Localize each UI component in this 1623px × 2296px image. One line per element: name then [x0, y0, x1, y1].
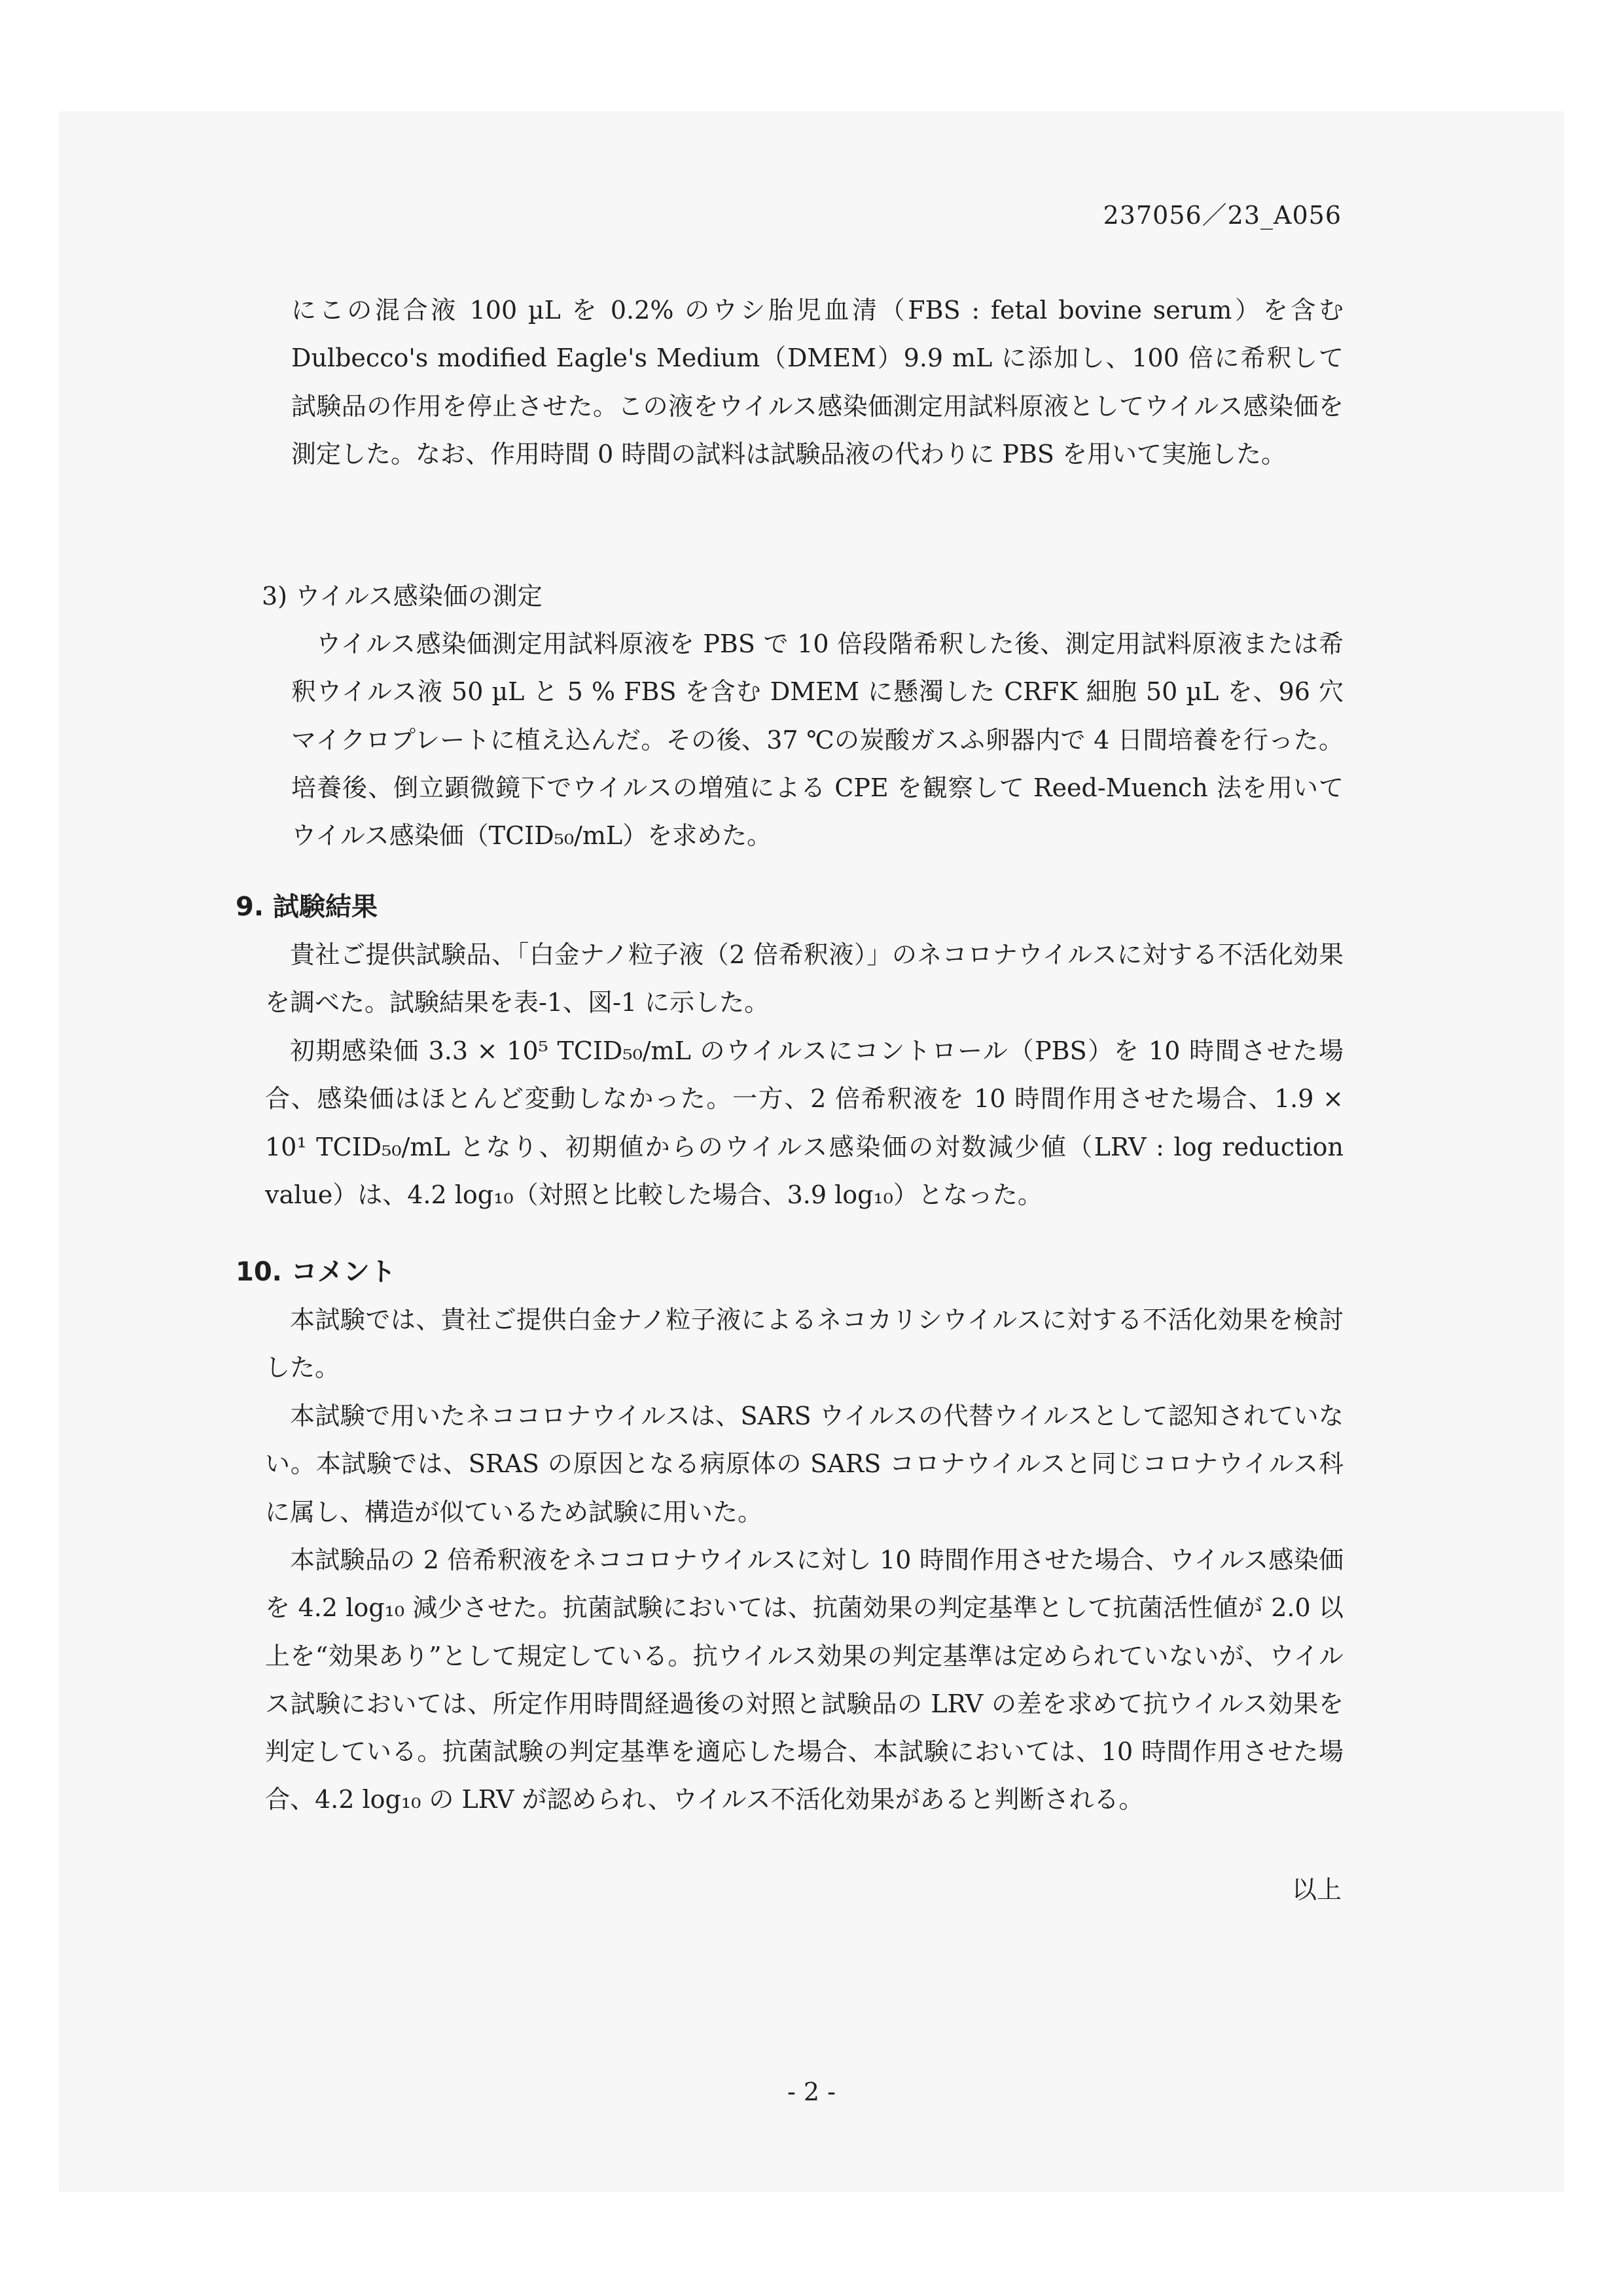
document-number: 237056／23_A056 [1103, 201, 1342, 230]
section8-continued-paragraph: にこの混合液 100 µL を 0.2% のウシ胎児血清（FBS : fetal bovine serum）を含む Dulbecco's modified Eagle's Medium（DMEM）9.9 mL に添加し、100 倍に希釈して試験品の作用を停止させた。この液をウイルス感染価測定用試料原液としてウイルス感染価を測定した。なお、作用時間 0 時間の試料は試験品液の代わりに PBS を用いて実施した。 [291, 296, 1344, 468]
page-number: - 2 - [787, 2077, 836, 2106]
subsection-3-title: 3) ウイルス感染価の測定 [262, 582, 543, 610]
section-10-paragraph-1: 本試験では、貴社ご提供白金ナノ粒子液によるネコカリシウイルスに対する不活化効果を検討した。 [265, 1305, 1344, 1383]
section-10-paragraph-2: 本試験で用いたネココロナウイルスは、SARS ウイルスの代替ウイルスとして認知されていない。本試験では、SRAS の原因となる病原体の SARS コロナウイルスと同じコロナウイルス科に属し、構造が似ているため試験に用いた。 [265, 1402, 1344, 1527]
section-10-title: 10. コメント [236, 1257, 396, 1287]
section-9-title: 9. 試験結果 [236, 892, 378, 922]
section-10-paragraph-3: 本試験品の 2 倍希釈液をネココロナウイルスに対し 10 時間作用させた場合、ウイルス感染価を 4.2 log₁₀ 減少させた。抗菌試験においては、抗菌効果の判定基準として抗菌活性値が 2.0 以上を“効果あり”として規定している。抗ウイルス効果の判定基準は定められていないが、ウイルス試験においては、所定作用時間経過後の対照と試験品の LRV の差を求めて抗ウイルス効果を判定している。抗菌試験の判定基準を適応した場合、本試験においては、10 時間作用させた場合、4.2 log₁₀ の LRV が認められ、ウイルス不活化効果があると判断される。 [265, 1545, 1344, 1814]
section-9-paragraph-2: 初期感染価 3.3 × 10⁵ TCID₅₀/mL のウイルスにコントロール（PBS）を 10 時間させた場合、感染価はほとんど変動しなかった。一方、2 倍希釈液を 10 時間作用させた場合、1.9 × 10¹ TCID₅₀/mL となり、初期値からのウイルス感染価の対数減少値（LRV : log reduction value）は、4.2 log₁₀（対照と比較した場合、3.9 log₁₀）となった。 [265, 1036, 1344, 1209]
section-9-paragraph-1: 貴社ご提供試験品、「白金ナノ粒子液（2 倍希釈液）」のネコロナウイルスに対する不活化効果を調べた。試験結果を表-1、図-1 に示した。 [265, 940, 1344, 1017]
subsection-3-paragraph: ウイルス感染価測定用試料原液を PBS で 10 倍段階希釈した後、測定用試料原液または希釈ウイルス液 50 µL と 5 % FBS を含む DMEM に懸濁した CRFK 細胞 50 µL を、96 穴マイクロプレートに植え込んだ。その後、37 ℃の炭酸ガスふ卵器内で 4 日間培養を行った。培養後、倒立顕微鏡下でウイルスの増殖による CPE を観察して Reed-Muench 法を用いてウイルス感染価（TCID₅₀/mL）を求めた。 [291, 629, 1344, 851]
closing-mark: 以上 [1291, 1875, 1342, 1904]
